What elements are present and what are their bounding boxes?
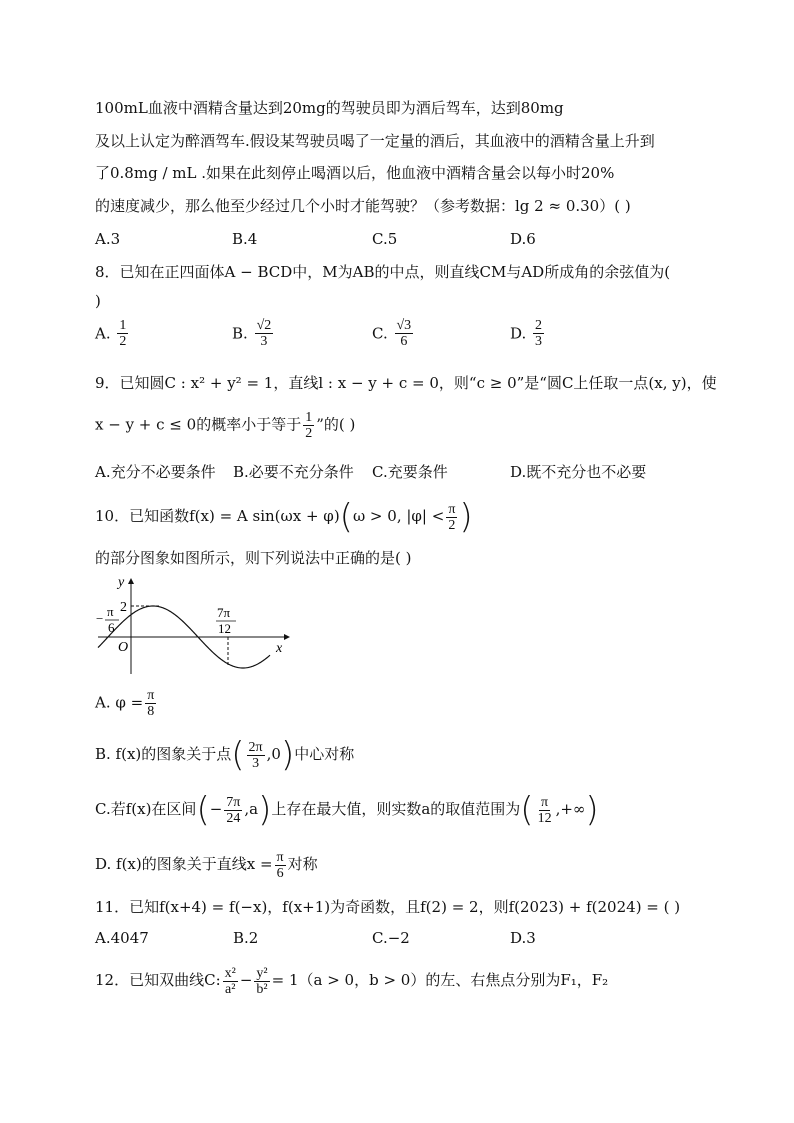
fraction: $\frac{\text{y²}}{\text{b²}}$ [256,965,268,997]
q11-option-b: B.2 [233,929,259,947]
q12-stem: 12．已知双曲线C: $\frac{\text{x²}}{\text{a²}}$ − $\frac{\text{y²}}{\text{b²}}$ = 1（a > 0，b > 0）的左、右焦点分别为F₁，F₂ [95,965,609,997]
fraction: $\frac{2}{3}$ [535,318,543,349]
q7-option-c: C.5 [372,230,398,248]
q11-option-d: D.3 [510,929,536,947]
q8-stem-cont: ) [95,292,101,310]
fraction: $\frac{7\pi}{24}$ [226,794,241,826]
left-label-num: π [107,604,114,619]
fraction: $\frac{\pi}{6}$ [276,849,284,881]
q10-option-a: A. φ = $\frac{\pi}{8}$ [95,688,155,719]
q8-stem: 8．已知在正四面体A − BCD中，M为AB的中点，则直线CM与AD所成角的余弦值为( [95,263,671,281]
q10-option-d: D. f(x)的图象关于直线x = $\frac{\pi}{6}$ 对称 [95,849,318,881]
y-axis-arrow-icon [128,578,134,584]
x-axis-arrow-icon [284,634,290,640]
q10-option-c: C.若f(x)在区间(− $\frac{7\pi}{24}$ ,a)上存在最大值，则实数a的取值范围为( $\frac{\pi}{12}$ ,+∞) [95,790,599,830]
fraction: $\frac{\pi}{12}$ [537,794,552,826]
right-label-num: 7π [217,605,231,620]
q7-text-line-2: 及以上认定为醉酒驾车.假设某驾驶员喝了一定量的酒后，其血液中的酒精含量上升到 [95,132,655,150]
q9-stem-line-1: 9．已知圆C : x² + y² = 1，直线l : x − y + c = 0，则“c ≥ 0”是“圆C上任取一点(x, y)，使 [95,374,717,392]
origin-label: O [118,640,129,655]
q7-option-b: B.4 [232,230,258,248]
fraction: $\frac{√2}{3}$ [256,318,272,349]
q10-stem-line-1: 10．已知函数f(x) = A sin(ωx + φ)(ω > 0, |φ| < $\frac{\pi}{2}$ ) [95,497,473,537]
x-label: x [276,641,283,656]
q11-stem: 11．已知f(x+4) = f(−x)，f(x+1)为奇函数，且f(2) = 2，则f(2023) + f(2024) = ( ) [95,898,681,916]
q9-option-a: A.充分不必要条件 [95,463,216,481]
fraction: $\frac{\pi}{8}$ [147,688,155,719]
fraction: $\frac{1}{2}$ [305,410,313,441]
q8-option-a: A. $\frac{1}{2}$ [95,318,127,349]
q8-option-d: D. $\frac{2}{3}$ [510,318,543,349]
fraction: $\frac{\pi}{2}$ [448,501,456,533]
q10-stem-line-2: 的部分图象如图所示，则下列说法中正确的是( ) [95,549,412,567]
max-label: 2 [120,600,127,615]
q8-option-b: B. $\frac{√2}{3}$ [232,318,272,349]
q9-stem-line-2: x − y + c ≤ 0的概率小于等于 $\frac{1}{2}$ ”的( ) [95,410,356,441]
q11-option-c: C.−2 [372,929,410,947]
q9-option-d: D.既不充分也不必要 [510,463,647,481]
q9-option-b: B.必要不充分条件 [233,463,354,481]
left-label-den: 6 [108,620,115,635]
q11-option-a: A.4047 [95,929,149,947]
q7-option-a: A.3 [95,230,121,248]
q7-text-line-3: 了0.8mg / mL .如果在此刻停止喝酒以后，他血液中酒精含量会以每小时20% [95,164,615,182]
q8-option-c: C. $\frac{√3}{6}$ [372,318,412,349]
q9-option-c: C.充要条件 [372,463,448,481]
fraction: $\frac{1}{2}$ [119,318,127,349]
sine-graph [94,574,294,678]
left-label-sign: − [96,611,104,626]
fraction: $\frac{2\pi}{3}$ [248,739,263,771]
q7-option-d: D.6 [510,230,536,248]
fraction: $\frac{√3}{6}$ [396,318,412,349]
y-label: y [118,575,125,590]
q7-text-line-4: 的速度减少，那么他至少经过几个小时才能驾驶？（参考数据：lg 2 ≈ 0.30）( ) [95,197,631,215]
q10-option-b: B. f(x)的图象关于点( $\frac{2\pi}{3}$ ,0)中心对称 [95,735,355,775]
right-label-den: 12 [218,621,231,636]
fraction: $\frac{\text{x²}}{\text{a²}}$ [224,965,236,997]
q7-text-line-1: 100mL血液中酒精含量达到20mg的驾驶员即为酒后驾车，达到80mg [95,99,564,117]
